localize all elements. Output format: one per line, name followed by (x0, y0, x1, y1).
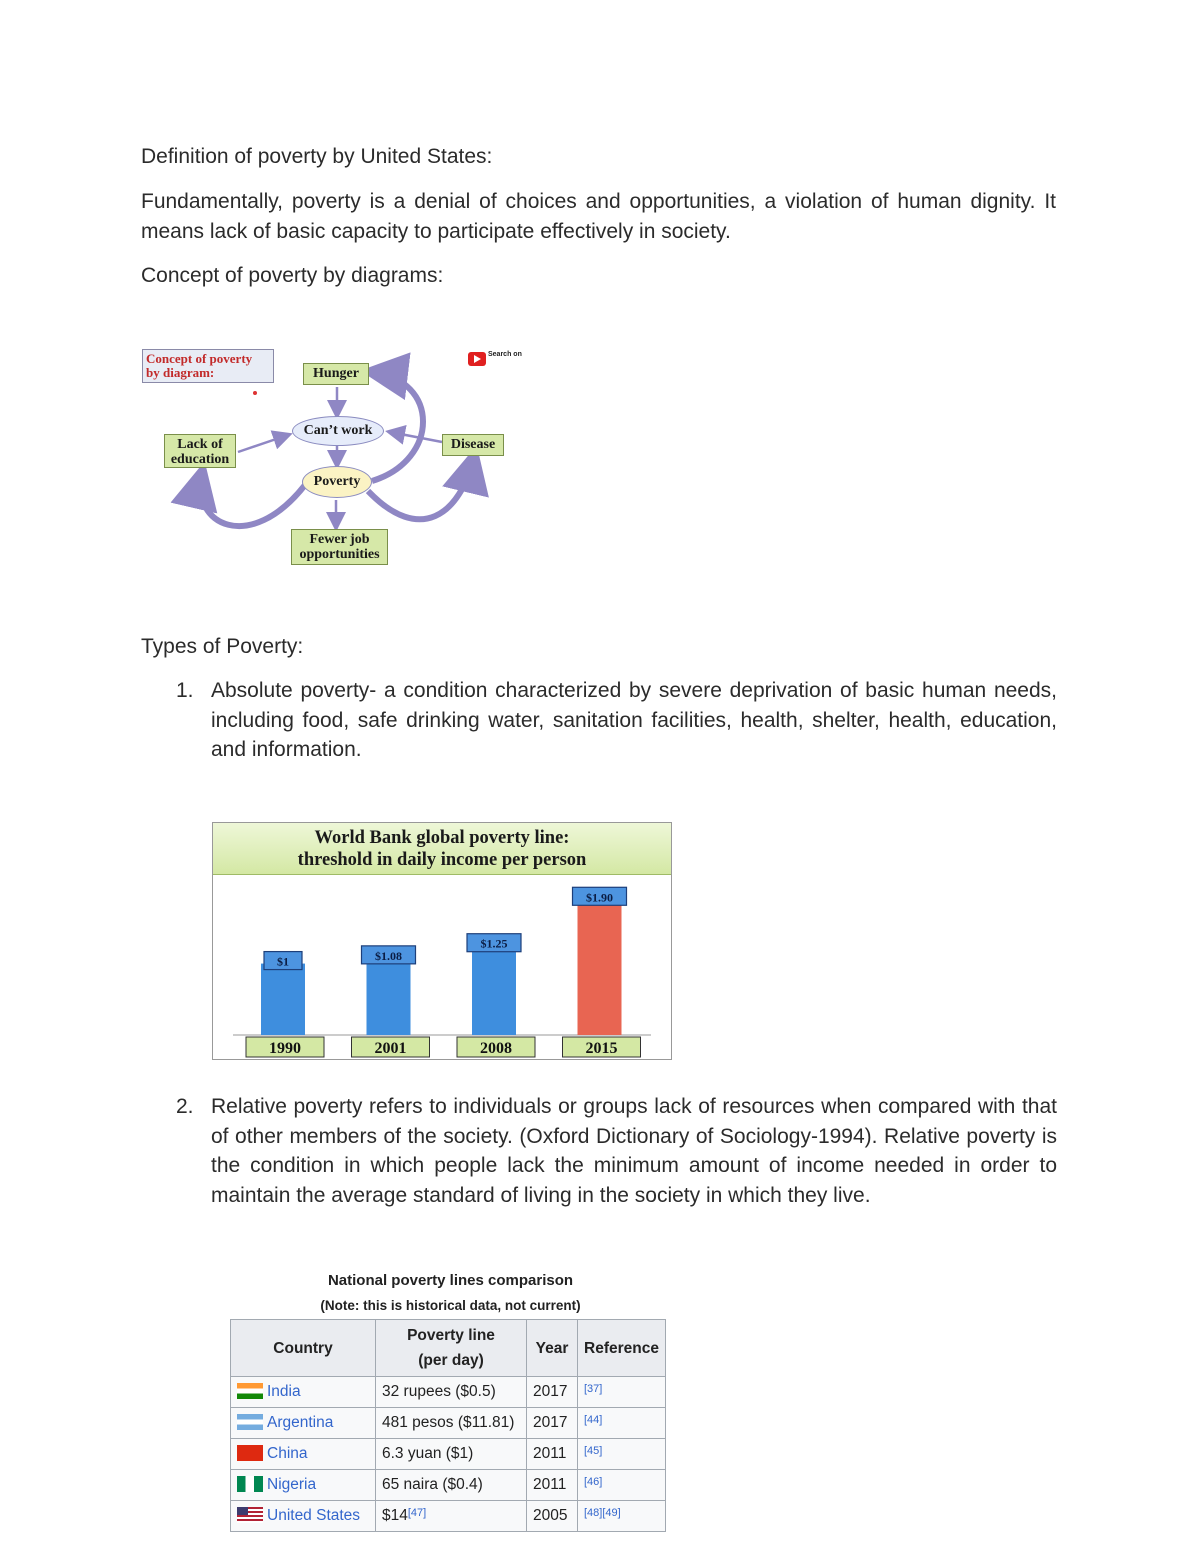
header-poverty-line-2: (per day) (418, 1352, 484, 1369)
heading-types: Types of Poverty: (141, 635, 304, 658)
chart-title-line1: World Bank global poverty line: (314, 828, 570, 848)
chart-plot (213, 875, 671, 1059)
cell-poverty-line: 6.3 yuan ($1) (376, 1439, 527, 1470)
value-label-1990: $1 (277, 954, 289, 969)
national-poverty-lines-table (228, 1266, 673, 1536)
cell-reference (578, 1470, 666, 1501)
list-item-absolute-poverty: Absolute poverty- a condition characterized by severe deprivation of basic human needs, including food, safe drinking water, sanitation facilities, health, shelter, health, education, and information. (211, 679, 1057, 761)
reference-link[interactable]: [48][49] (584, 1507, 621, 1519)
cell-reference (578, 1439, 666, 1470)
category-label-1990: 1990 (269, 1040, 301, 1057)
chart-title-line2: threshold in daily income per person (297, 850, 587, 870)
india-flag-icon (237, 1383, 263, 1399)
node-cant-work (292, 416, 384, 446)
list-number-1: 1. (176, 679, 194, 702)
reference-link[interactable]: [37] (584, 1383, 603, 1395)
cell-country (231, 1377, 376, 1408)
node-cant-work-label: Can’t work (303, 423, 373, 438)
arc-poverty-to-disease (368, 457, 474, 519)
country-link[interactable]: Argentina (267, 1414, 334, 1431)
value-label-2001: $1.08 (375, 948, 402, 963)
reference-link[interactable]: [47] (407, 1507, 427, 1519)
value-label-2015: $1.90 (586, 890, 613, 905)
header-poverty-line-1: Poverty line (407, 1327, 495, 1344)
category-label-2015: 2015 (585, 1040, 618, 1057)
table-row (231, 1408, 666, 1439)
country-link[interactable]: China (267, 1445, 308, 1462)
header-country: Country (231, 1320, 376, 1377)
value-label-2008: $1.25 (480, 936, 508, 951)
china-flag-icon (237, 1445, 263, 1461)
table-row (231, 1470, 666, 1501)
node-disease (442, 434, 504, 456)
cell-reference (578, 1501, 666, 1532)
header-reference: Reference (578, 1320, 666, 1377)
diagram-title-line2: by diagram: (146, 365, 215, 380)
youtube-badge (468, 351, 524, 367)
header-year: Year (527, 1320, 578, 1377)
diagram-title-line1: Concept of poverty (146, 351, 253, 366)
table-row (231, 1501, 666, 1532)
table-note: (Note: this is historical data, not current) (320, 1298, 581, 1313)
list-item-relative-poverty: Relative poverty refers to individuals or groups lack of resources when compared with that of other members of the society. (Oxford Dictionary of Sociology-1994). Relative poverty is the condition in which people lack the minimum amount of income needed in order to maintain the average standard of living in the society in which they live. (211, 1095, 1057, 1207)
cell-reference (578, 1408, 666, 1439)
country-link[interactable]: United States (267, 1507, 361, 1524)
node-poverty-label: Poverty (313, 474, 361, 489)
cell-country (231, 1408, 376, 1439)
cell-year: 2005 (527, 1501, 578, 1532)
bar-2015 (578, 899, 622, 1035)
bar-2001 (367, 958, 411, 1035)
red-dot-icon (253, 391, 257, 395)
cell-year: 2011 (527, 1439, 578, 1470)
cell-country (231, 1470, 376, 1501)
cell-year: 2011 (527, 1470, 578, 1501)
bar-2008 (472, 946, 516, 1035)
poverty-table (230, 1319, 666, 1532)
category-label-2001: 2001 (374, 1040, 407, 1057)
youtube-icon (468, 352, 486, 366)
header-poverty-line (376, 1320, 527, 1377)
youtube-text: Search on (488, 351, 522, 358)
node-hunger-label: Hunger (313, 366, 359, 381)
poverty-line-bar-chart (212, 822, 672, 1060)
heading-concept: Concept of poverty by diagrams: (141, 264, 444, 287)
paragraph-definition: Fundamentally, poverty is a denial of choices and opportunities, a violation of human dignity. It means lack of basic capacity to participate effectively in society. (141, 190, 1056, 243)
reference-link[interactable]: [44] (584, 1414, 603, 1426)
arrow-disease-to-cantwork (390, 432, 442, 442)
table-row (231, 1439, 666, 1470)
category-label-2008: 2008 (480, 1040, 512, 1057)
country-link[interactable]: Nigeria (267, 1476, 317, 1493)
node-disease-label: Disease (450, 437, 496, 452)
cell-country (231, 1501, 376, 1532)
united-states-flag-icon (237, 1507, 263, 1523)
table-row (231, 1377, 666, 1408)
cell-reference (578, 1377, 666, 1408)
argentina-flag-icon (237, 1414, 263, 1430)
cell-year: 2017 (527, 1408, 578, 1439)
country-link[interactable]: India (267, 1383, 301, 1400)
node-hunger (303, 363, 369, 385)
chart-title (213, 823, 671, 875)
node-lack-of-education (164, 434, 236, 468)
heading-definition: Definition of poverty by United States: (141, 145, 493, 168)
reference-link[interactable]: [46] (584, 1476, 603, 1488)
arrow-education-to-cantwork (238, 435, 288, 452)
cell-poverty-line (376, 1501, 527, 1532)
bar-1990 (261, 964, 305, 1035)
table-header-row (231, 1320, 666, 1377)
node-poverty (302, 466, 372, 498)
concept-of-poverty-diagram (140, 345, 530, 573)
cell-year: 2017 (527, 1377, 578, 1408)
list-number-2: 2. (176, 1095, 194, 1118)
node-fewer-job-opportunities (291, 529, 388, 565)
node-lack-line2: education (170, 452, 230, 467)
cell-poverty-line: 32 rupees ($0.5) (376, 1377, 527, 1408)
cell-country (231, 1439, 376, 1470)
cell-poverty-line: 481 pesos ($11.81) (376, 1408, 527, 1439)
nigeria-flag-icon (237, 1476, 263, 1492)
cell-poverty-line: 65 naira ($0.4) (376, 1470, 527, 1501)
arc-poverty-to-education (200, 473, 305, 526)
node-fewer-line2: opportunities (299, 547, 380, 562)
node-lack-line1: Lack of (177, 437, 223, 452)
reference-link[interactable]: [45] (584, 1445, 603, 1457)
node-fewer-line1: Fewer job (309, 532, 370, 547)
diagram-title (142, 349, 274, 383)
poverty-line-value: $14 (382, 1507, 408, 1524)
table-caption: National poverty lines comparison (327, 1272, 574, 1289)
